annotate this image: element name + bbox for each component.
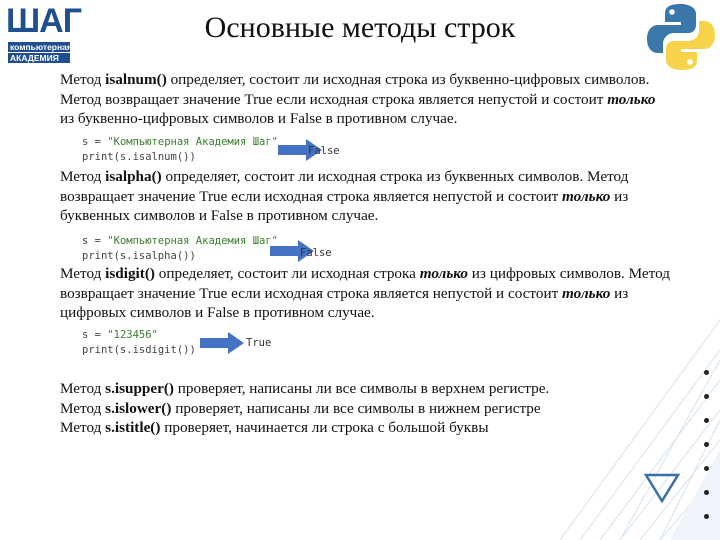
method-isalpha: isalpha() [105, 168, 162, 185]
logo-line-2: АКАДЕМИЯ [8, 53, 70, 63]
code-block-isalnum: s = "Компьютерная Академия Шаг" print(s.isalnum()) [82, 136, 278, 163]
isalpha-description: Метод isalpha() определяет, состоит ли исходная строка из буквенных символов. Метод возвращает значение True если исходная строка является непустой и состоит только из буквенных символов и False в противном случае. [60, 168, 629, 224]
decorative-dots [704, 370, 709, 538]
other-methods-list [60, 379, 620, 438]
logo-main-text: ШАГ [6, 2, 81, 40]
result-isalpha: False [300, 247, 332, 259]
page-title: Основные методы строк [204, 11, 516, 44]
result-isalnum: False [308, 145, 340, 157]
triangle-down-icon [644, 473, 680, 503]
list-item: Метод s.islower() проверяет, написаны ли все символы в нижнем регистре [60, 399, 541, 417]
code-block-isalpha: s = "Компьютерная Академия Шаг" print(s.isalpha()) [82, 235, 278, 262]
result-isdigit: True [246, 337, 272, 349]
code-block-isdigit: s = "123456" print(s.isdigit()) [82, 329, 196, 356]
python-logo-icon [644, 0, 718, 74]
method-isalnum: isalnum() [105, 71, 167, 88]
logo-line-1: компьютерная [10, 42, 72, 52]
isalnum-description: Метод isalnum() определяет, состоит ли исходная строка из буквенно-цифровых символов. Метод возвращает значение True если исходная строка является непустой и состоит только из буквенно-цифровых символов и False в противном случае. [60, 71, 656, 127]
list-item: Метод s.isupper() проверяет, написаны ли все символы в верхнем регистре. [60, 380, 550, 397]
arrow-right-icon [200, 332, 244, 354]
method-isdigit: isdigit() [105, 265, 155, 282]
isdigit-description: Метод isdigit() определяет, состоит ли исходная строка только из цифровых символов. Метод возвращает значение True если исходная строка является непустой и состоит только из цифровых символов и False в противном случае. [60, 265, 670, 321]
list-item: Метод s.istitle() проверяет, начинается ли строка с большой буквы [60, 419, 489, 436]
